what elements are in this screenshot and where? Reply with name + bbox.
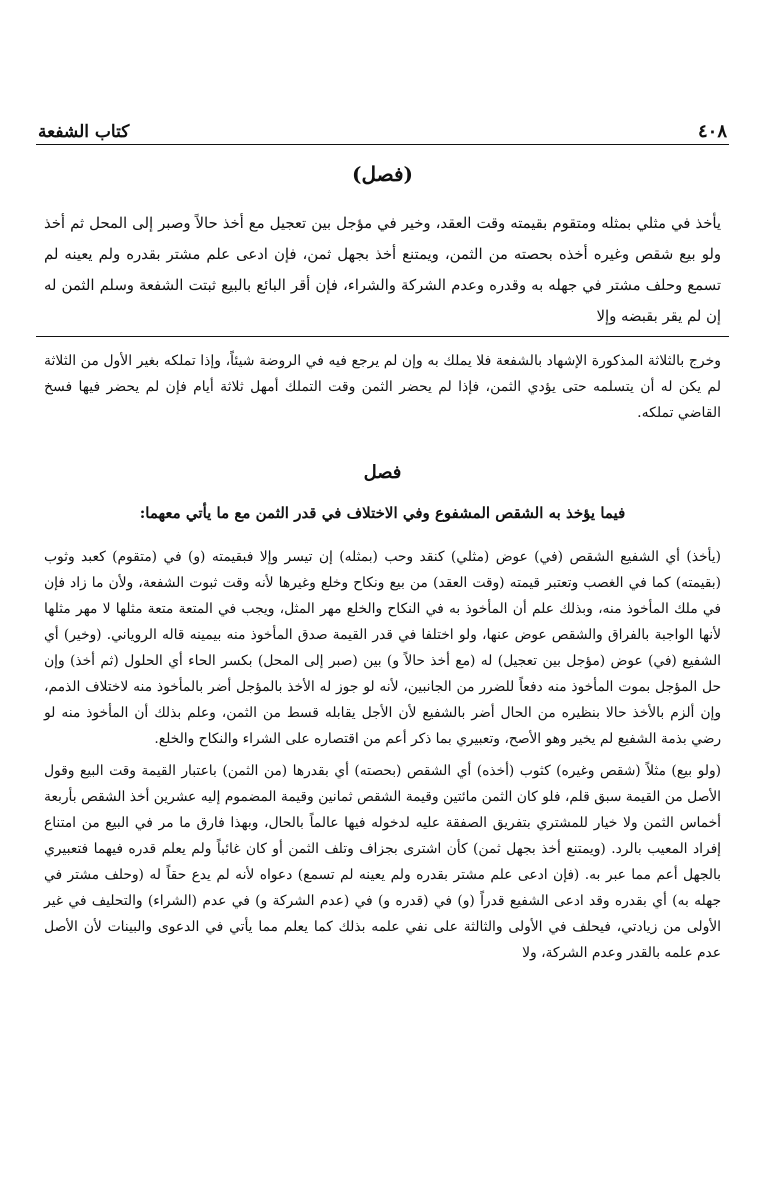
header-divider [36, 144, 729, 145]
page-header [38, 104, 727, 142]
page-number: ٤٠٨ [697, 121, 727, 142]
matn-text-block [44, 208, 721, 332]
sharh-paragraph: (يأخذ) أي الشفيع الشقص (في) عوض (مثلي) كنقد وحب (بمثله) إن تيسر وإلا فبقيمته (و) في (متقوم) كعبد وثوب (بقيمته) كما في الغصب وتعتبر قيمته (وقت العقد) من بيع ونكاح وخلع وغيرها لأنه وقت ثبوت الشفعة، ولأن ما زاد فإن في ملك المأخوذ منه، وبذلك علم أن المأخوذ به في النكاح والخلع مهر المثل، ويجب في المتعة متعة مثلها لا مهر مثلها لأنها الواجبة بالفراق والشقص عوض عنها، ولو اختلفا في قدر القيمة صدق المأخوذ منه بيمينه قاله الروياني. (وخير) أي الشفيع (في) عوض (مؤجل بين تعجيل) له (مع أخذ حالاً و) بين (صبر إلى المحل) بكسر الحاء أي الحلول (ثم أخذ) وإن حل المؤجل بموت المأخوذ منه دفعاً للضرر من الجانبين، لأنه لو جوز له الأخذ بالمؤجل أضر بالمأخوذ منه لاختلاف الذمم، وإن ألزم بالأخذ حالا بنظيره من الحال أضر بالشفيع لأن الأجل يقابله قسط من الثمن، وعلم بذلك أن المأخوذ منه لو رضي بذمة الشفيع لم يخير وهو الأصح، وتعبيري بما ذكر أعم من اقتصاره على الشراء والنكاح والخلع. [44, 549, 721, 747]
sharh-subheading: فيما يؤخذ به الشقص المشفوع وفي الاختلاف في قدر الثمن مع ما يأتي معهما: [139, 504, 626, 522]
matn-section-heading: (فصل) [352, 162, 413, 186]
running-title: كتاب الشفعة [38, 122, 130, 142]
matn-divider [36, 336, 729, 337]
carryover-note-block [44, 348, 721, 426]
carryover-paragraph: وخرج بالثلاثة المذكورة الإشهاد بالشفعة فلا يملك به وإن لم يرجع فيه في الروضة شيئاً، وإذا تملكه بغير الأول من الثلاثة لم يكن له أن يتسلمه حتى يؤدي الثمن، فإذا لم يحضر الثمن وقت التملك أمهل ثلاثة أيام فإن لم يحضر فيها فسخ القاضي تملكه. [44, 353, 721, 421]
sharh-text-block [44, 544, 721, 972]
sharh-section-heading: فصل [363, 462, 402, 483]
matn-paragraph: يأخذ في مثلي بمثله ومتقوم بقيمته وقت العقد، وخير في مؤجل بين تعجيل مع أخذ حالاً وصبر إلى المحل ثم أخذ ولو بيع شقص وغيره أخذه بحصته من الثمن، ويمتنع أخذ بجهل ثمن، فإن ادعى علم مشتر بقدره ولم يعينه لم تسمع وحلف مشتر في جهله به وقدره وعدم الشركة والشراء، فإن أقر البائع بالبيع ثبتت الشفعة وسلم الثمن له إن لم يقر بقبضه وإلا [44, 215, 721, 325]
sharh-paragraph: (ولو بيع) مثلاً (شقص وغيره) كثوب (أخذه) أي الشقص (بحصته) أي بقدرها (من الثمن) باعتبار القيمة وقت البيع وقول الأصل من القيمة سبق قلم، فلو كان الثمن مائتين وقيمة الشقص ثمانين وقيمة المضموم إليه عشرين أخذ الشقص بأربعة أخماس الثمن ولا خيار للمشتري بتفريق الصفقة عليه لدخوله فيها عالماً بالحال، وبهذا فارق ما مر في البيع من امتناع إفراد المعيب بالرد. (ويمتنع أخذ بجهل ثمن) كأن اشترى بجزاف وتلف الثمن أو كان غائباً ولم يعلم قدره فيهما فتعبيري بالجهل أعم مما عبر به. (فإن ادعى علم مشتر بقدره ولم يعينه لم تسمع) دعواه لأنه لم يدع حقاً له (وحلف مشتر في جهله به) أي بقدره وقد ادعى الشفيع قدراً (و) في (قدره و) في (عدم الشركة و) في عدم (الشراء) والتحليف في غير الأولى من زيادتي، فيحلف في الأولى والثالثة على نفي علمه بذلك كما يعلم مما يأتي في الدعوى والبينات لأن الأصل عدم علمه بالقدر وعدم الشركة، ولا [44, 763, 721, 961]
